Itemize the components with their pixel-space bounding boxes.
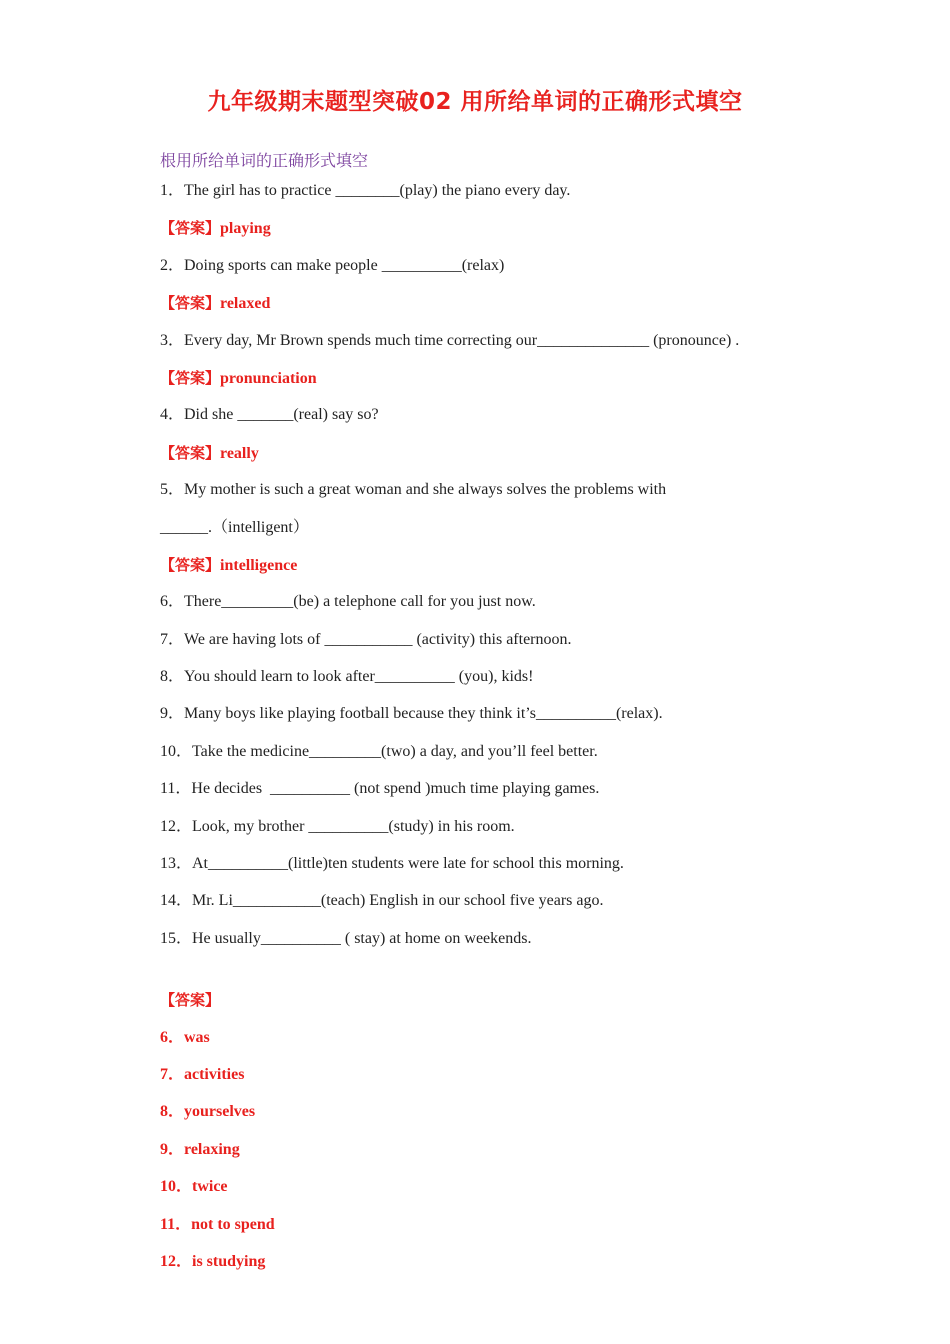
question-4: 4．Did she _______(real) say so?	[160, 406, 379, 424]
document-body	[160, 178, 800, 1286]
answer-2	[160, 290, 800, 327]
question-14: 14．Mr. Li___________(teach) English in our school five years ago.	[160, 892, 604, 910]
question-7: 7．We are having lots of ___________ (activity) this afternoon.	[160, 630, 572, 648]
section-heading: 根用所给单词的正确形式填空	[160, 151, 369, 170]
answer-12: 12．is studying	[160, 1252, 266, 1270]
question-15: 15．He usually__________ ( stay) at home on weekends.	[160, 929, 532, 947]
answer-8: 8．yourselves	[160, 1103, 256, 1121]
answer-3	[160, 365, 800, 402]
question-11: 11．He decides __________ (not spend )much time playing games.	[160, 780, 600, 798]
question-10: 10．Take the medicine_________(two) a day, and you’ll feel better.	[160, 742, 598, 760]
answer-label: 【答案】	[160, 219, 221, 238]
answer-9: 9．relaxing	[160, 1140, 240, 1158]
answer-block	[160, 987, 800, 1286]
answer-value: intelligence	[220, 556, 298, 574]
question-3: 3．Every day, Mr Brown spends much time correcting our______________ (pronounce) .	[160, 331, 740, 349]
answer-11: 11．not to spend	[160, 1215, 275, 1233]
question-6: 6．There_________(be) a telephone call for you just now.	[160, 593, 536, 611]
answer-7: 7．activities	[160, 1065, 245, 1083]
answer-label: 【答案】	[160, 991, 221, 1010]
answer-value: really	[220, 444, 259, 462]
question-5-continued: ______.（intelligent）	[160, 518, 309, 536]
answer-6: 6．was	[160, 1028, 210, 1046]
answer-label: 【答案】	[160, 443, 221, 462]
question-8: 8．You should learn to look after__________ (you), kids!	[160, 668, 534, 686]
answer-label: 【答案】	[160, 555, 221, 574]
answer-5	[160, 552, 800, 589]
page-title: 九年级期末题型突破02 用所给单词的正确形式填空	[207, 89, 743, 115]
answer-block-label	[160, 987, 800, 1024]
question-13: 13．At__________(little)ten students were late for school this morning.	[160, 855, 624, 873]
question-12: 12．Look, my brother __________(study) in his room.	[160, 817, 515, 835]
answer-value: relaxed	[220, 295, 271, 313]
answer-10: 10．twice	[160, 1178, 228, 1196]
question-2: 2．Doing sports can make people __________(relax)	[160, 256, 505, 274]
answer-1	[160, 215, 800, 252]
answer-value: pronunciation	[220, 369, 317, 387]
answer-value: playing	[220, 220, 271, 238]
answer-label: 【答案】	[160, 368, 221, 387]
question-9: 9．Many boys like playing football because they think it’s__________(relax).	[160, 705, 663, 723]
question-5: 5．My mother is such a great woman and she always solves the problems with	[160, 481, 667, 499]
answer-label: 【答案】	[160, 294, 221, 313]
answer-4	[160, 440, 800, 477]
spacer	[160, 963, 800, 987]
question-1: 1．The girl has to practice ________(play) the piano every day.	[160, 182, 571, 199]
